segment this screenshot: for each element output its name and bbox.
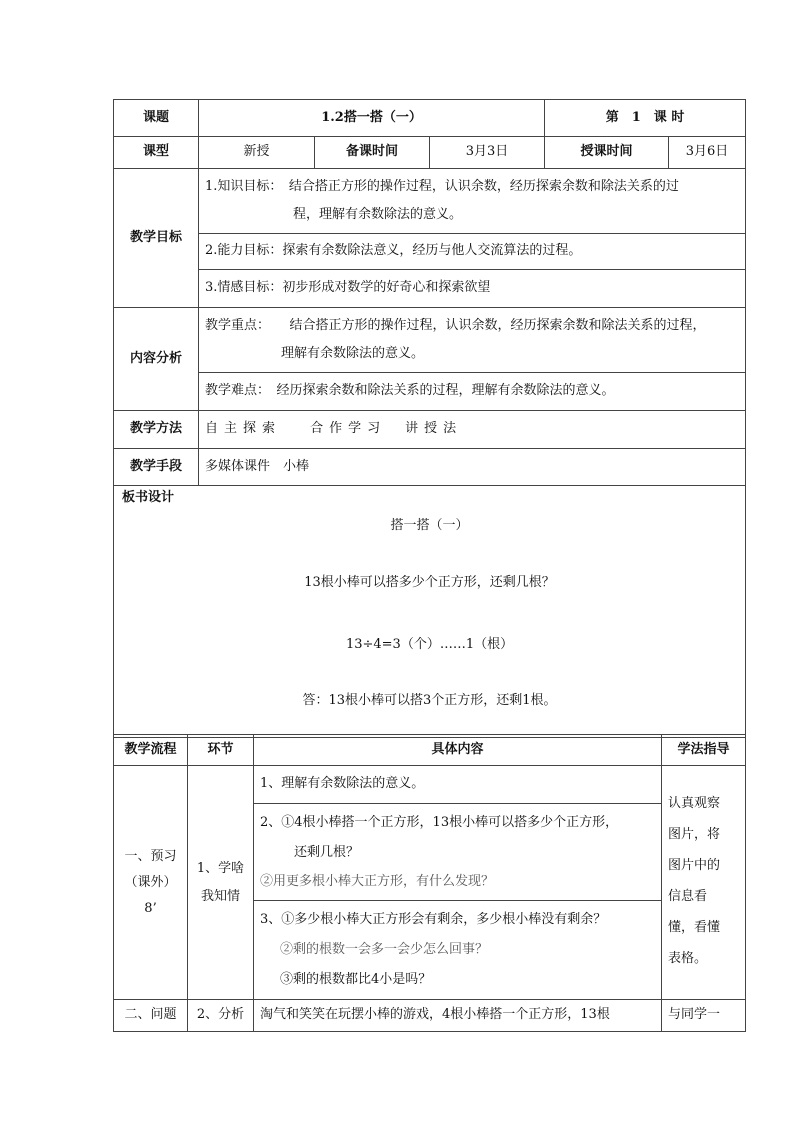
stage1-name-line2: （课外）: [124, 874, 177, 890]
stage1-item3-line2: ②剩的根数一会多一会少怎么回事？: [280, 942, 489, 957]
stage1-guide-line3: 图片中的: [668, 858, 721, 873]
stage1-step-line2: 我知情: [200, 888, 240, 904]
stage1-item3-line3: ③剩的根数都比4小是吗？: [280, 972, 432, 987]
type-label: 课型: [114, 137, 199, 169]
stage1-item2: [254, 804, 662, 901]
stage1-guide-line2: 图片，将: [668, 827, 721, 842]
type-value: 新授: [199, 137, 315, 169]
knowledge-objective: [199, 169, 746, 234]
board-design: [114, 486, 746, 738]
stage1-name-line1: 一、预习: [124, 848, 177, 864]
key-point-line2: 理解有余数除法的意义。: [281, 346, 425, 361]
stage1-item3: [254, 901, 662, 1000]
knowledge-objective-line2: 程，理解有余数除法的意义。: [293, 207, 463, 222]
method-value: 自主探索 合作学习 讲授法: [199, 411, 746, 449]
stage1-item3-line1: 3、①多少根小棒大正方形会有剩余，多少根小棒没有剩余？: [260, 912, 607, 927]
means-label: 教学手段: [114, 449, 199, 486]
stage1-guide-line1: 认真观察: [668, 796, 721, 811]
flow-header-content: 具体内容: [254, 735, 662, 766]
board-design-label: 板书设计: [122, 490, 175, 505]
stage2-guide: 与同学一: [662, 1000, 746, 1032]
prep-time-label: 备课时间: [315, 137, 430, 169]
key-point-line1: 教学重点： 结合搭正方形的操作过程，认识余数，经历探索余数和除法关系的过程，: [205, 318, 706, 333]
stage2-step: 2、分析: [188, 1000, 254, 1032]
stage1-guide-line5: 懂，看懂: [668, 920, 721, 935]
stage1-name: [114, 766, 188, 1000]
stage1-name-line3: 8’: [144, 900, 157, 916]
knowledge-objective-line1: 1.知识目标： 结合搭正方形的操作过程，认识余数，经历探索余数和除法关系的过: [205, 179, 679, 194]
key-point: [199, 308, 746, 373]
method-label: 教学方法: [114, 411, 199, 449]
stage1-guide-line4: 信息看: [668, 889, 708, 904]
board-title: 搭一搭（一）: [390, 518, 469, 534]
stage1-item2-line3: ②用更多根小棒大正方形，有什么发现？: [260, 874, 495, 889]
prep-time-value: 3月3日: [430, 137, 545, 169]
stage1-guide: [662, 766, 746, 1000]
board-equation: 13÷4=3（个）……1（根）: [345, 636, 514, 652]
stage2-name: 二、问题: [114, 1000, 188, 1032]
stage1-step-line1: 1、学啥: [196, 860, 245, 876]
ability-objective: 2.能力目标：探索有余数除法意义，经历与他人交流算法的过程。: [199, 234, 746, 270]
stage2-content: 淘气和笑笑在玩摆小棒的游戏，4根小棒搭一个正方形，13根: [254, 1000, 662, 1032]
stage1-guide-line6: 表格。: [668, 951, 708, 966]
teaching-flow-table: [113, 734, 746, 1032]
board-question: 13根小棒可以搭多少个正方形，还剩几根？: [304, 574, 555, 590]
lesson-period: 第 1 课 时: [545, 100, 746, 137]
stage1-step: [188, 766, 254, 1000]
stage1-item2-line1: 2、①4根小棒搭一个正方形，13根小棒可以搭多少个正方形，: [260, 815, 619, 830]
flow-header-step: 环节: [188, 735, 254, 766]
content-analysis-label: 内容分析: [114, 308, 199, 411]
stage1-item2-line2: 还剩几根？: [294, 845, 360, 860]
objectives-label: 教学目标: [114, 169, 199, 308]
teach-time-label: 授课时间: [545, 137, 669, 169]
emotion-objective: 3.情感目标：初步形成对数学的好奇心和探索欲望: [199, 270, 746, 308]
lesson-plan-table: [113, 99, 746, 738]
flow-header-process: 教学流程: [114, 735, 188, 766]
means-value: 多媒体课件 小棒: [199, 449, 746, 486]
lesson-title: 1.2搭一搭（一）: [199, 100, 545, 137]
stage1-item1: 1、理解有余数除法的意义。: [254, 766, 662, 804]
teach-time-value: 3月6日: [669, 137, 746, 169]
lesson-label: 课题: [114, 100, 199, 137]
board-answer: 答：13根小棒可以搭3个正方形，还剩1根。: [302, 693, 557, 708]
difficulty-point: 教学难点： 经历探索余数和除法关系的过程，理解有余数除法的意义。: [199, 373, 746, 411]
flow-header-guide: 学法指导: [662, 735, 746, 766]
